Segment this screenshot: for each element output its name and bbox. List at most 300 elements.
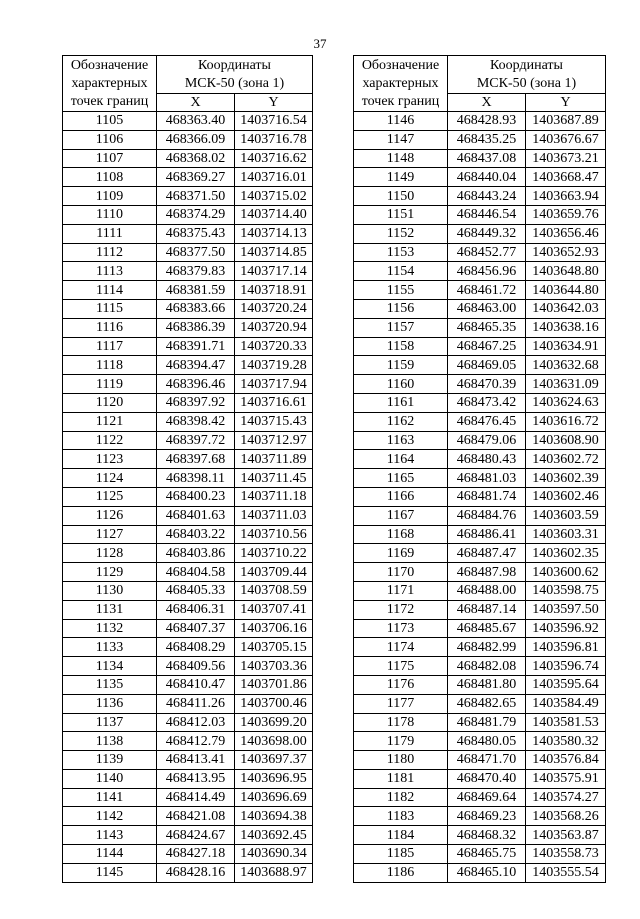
point-id-cell: 1157 xyxy=(354,318,448,337)
point-id-cell: 1182 xyxy=(354,788,448,807)
point-id-cell: 1184 xyxy=(354,826,448,845)
point-id-cell: 1136 xyxy=(63,694,157,713)
y-coordinate-cell: 1403696.69 xyxy=(235,788,313,807)
x-coordinate-cell: 468461.72 xyxy=(448,281,526,300)
table-row xyxy=(354,581,606,600)
point-id-cell: 1122 xyxy=(63,431,157,450)
table-row xyxy=(354,149,606,168)
point-id-cell: 1120 xyxy=(63,393,157,412)
x-coordinate-cell: 468410.47 xyxy=(157,675,235,694)
table-row xyxy=(354,224,606,243)
y-coordinate-cell: 1403688.97 xyxy=(235,863,313,882)
y-coordinate-cell: 1403574.27 xyxy=(526,788,606,807)
y-coordinate-cell: 1403715.43 xyxy=(235,412,313,431)
x-coordinate-cell: 468473.42 xyxy=(448,393,526,412)
table-row xyxy=(63,751,313,770)
x-coordinate-cell: 468397.72 xyxy=(157,431,235,450)
point-id-cell: 1144 xyxy=(63,845,157,864)
point-id-cell: 1165 xyxy=(354,469,448,488)
y-coordinate-cell: 1403602.46 xyxy=(526,487,606,506)
point-id-cell: 1185 xyxy=(354,845,448,864)
point-id-cell: 1127 xyxy=(63,525,157,544)
y-column-header: Y xyxy=(235,94,313,112)
point-label-line-2: характерных xyxy=(71,76,148,91)
x-coordinate-cell: 468405.33 xyxy=(157,581,235,600)
point-label-line-1: Обозначение xyxy=(361,58,440,73)
table-row xyxy=(63,657,313,676)
x-coordinate-cell: 468421.08 xyxy=(157,807,235,826)
y-coordinate-cell: 1403602.35 xyxy=(526,544,606,563)
x-coordinate-cell: 468476.45 xyxy=(448,412,526,431)
point-id-cell: 1114 xyxy=(63,281,157,300)
y-coordinate-cell: 1403632.68 xyxy=(526,356,606,375)
y-coordinate-cell: 1403642.03 xyxy=(526,299,606,318)
x-coordinate-cell: 468446.54 xyxy=(448,205,526,224)
table-row xyxy=(63,581,313,600)
y-coordinate-cell: 1403663.94 xyxy=(526,187,606,206)
point-id-cell: 1173 xyxy=(354,619,448,638)
x-coordinate-cell: 468379.83 xyxy=(157,262,235,281)
x-coordinate-cell: 468487.98 xyxy=(448,563,526,582)
y-coordinate-cell: 1403598.75 xyxy=(526,581,606,600)
y-coordinate-cell: 1403690.34 xyxy=(235,845,313,864)
x-coordinate-cell: 468403.22 xyxy=(157,525,235,544)
x-coordinate-cell: 468375.43 xyxy=(157,224,235,243)
x-coordinate-cell: 468469.64 xyxy=(448,788,526,807)
table-row xyxy=(63,112,313,131)
table-row xyxy=(354,675,606,694)
y-coordinate-cell: 1403596.81 xyxy=(526,638,606,657)
x-coordinate-cell: 468403.86 xyxy=(157,544,235,563)
point-id-cell: 1186 xyxy=(354,863,448,882)
y-coordinate-cell: 1403638.16 xyxy=(526,318,606,337)
x-coordinate-cell: 468443.24 xyxy=(448,187,526,206)
y-coordinate-cell: 1403581.53 xyxy=(526,713,606,732)
table-row xyxy=(63,863,313,882)
y-coordinate-cell: 1403576.84 xyxy=(526,751,606,770)
point-id-cell: 1118 xyxy=(63,356,157,375)
y-coordinate-cell: 1403716.01 xyxy=(235,168,313,187)
point-label-header xyxy=(63,56,157,112)
table-row xyxy=(354,788,606,807)
x-coordinate-cell: 468481.80 xyxy=(448,675,526,694)
point-id-cell: 1166 xyxy=(354,487,448,506)
x-coordinate-cell: 468400.23 xyxy=(157,487,235,506)
point-id-cell: 1117 xyxy=(63,337,157,356)
table-row xyxy=(354,299,606,318)
x-coordinate-cell: 468481.03 xyxy=(448,469,526,488)
coords-title-line-1: Координаты xyxy=(490,57,563,73)
x-coordinate-cell: 468480.05 xyxy=(448,732,526,751)
table-row xyxy=(63,845,313,864)
x-coordinate-cell: 468484.76 xyxy=(448,506,526,525)
y-coordinate-cell: 1403673.21 xyxy=(526,149,606,168)
point-label-line-1: Обозначение xyxy=(70,58,149,73)
x-coordinate-cell: 468386.39 xyxy=(157,318,235,337)
x-coordinate-cell: 468469.05 xyxy=(448,356,526,375)
table-row xyxy=(354,769,606,788)
table-row xyxy=(354,337,606,356)
y-coordinate-cell: 1403616.72 xyxy=(526,412,606,431)
x-column-header: X xyxy=(157,94,235,112)
x-coordinate-cell: 468394.47 xyxy=(157,356,235,375)
point-id-cell: 1109 xyxy=(63,187,157,206)
point-id-cell: 1115 xyxy=(63,299,157,318)
point-id-cell: 1158 xyxy=(354,337,448,356)
y-coordinate-cell: 1403717.94 xyxy=(235,375,313,394)
y-coordinate-cell: 1403648.80 xyxy=(526,262,606,281)
point-id-cell: 1150 xyxy=(354,187,448,206)
point-id-cell: 1108 xyxy=(63,168,157,187)
point-id-cell: 1151 xyxy=(354,205,448,224)
table-row xyxy=(63,713,313,732)
x-coordinate-cell: 468470.39 xyxy=(448,375,526,394)
x-coordinate-cell: 468398.42 xyxy=(157,412,235,431)
x-coordinate-cell: 468409.56 xyxy=(157,657,235,676)
y-coordinate-cell: 1403597.50 xyxy=(526,600,606,619)
x-coordinate-cell: 468482.08 xyxy=(448,657,526,676)
point-id-cell: 1140 xyxy=(63,769,157,788)
y-coordinate-cell: 1403568.26 xyxy=(526,807,606,826)
y-coordinate-cell: 1403717.14 xyxy=(235,262,313,281)
table-row xyxy=(63,356,313,375)
point-id-cell: 1174 xyxy=(354,638,448,657)
point-id-cell: 1153 xyxy=(354,243,448,262)
point-id-cell: 1139 xyxy=(63,751,157,770)
table-row xyxy=(354,713,606,732)
y-coordinate-cell: 1403714.13 xyxy=(235,224,313,243)
table-row xyxy=(63,299,313,318)
point-id-cell: 1176 xyxy=(354,675,448,694)
point-id-cell: 1167 xyxy=(354,506,448,525)
y-coordinate-cell: 1403710.22 xyxy=(235,544,313,563)
point-id-cell: 1116 xyxy=(63,318,157,337)
y-coordinate-cell: 1403687.89 xyxy=(526,112,606,131)
table-row xyxy=(63,262,313,281)
point-id-cell: 1128 xyxy=(63,544,157,563)
point-id-cell: 1177 xyxy=(354,694,448,713)
point-id-cell: 1134 xyxy=(63,657,157,676)
point-id-cell: 1132 xyxy=(63,619,157,638)
x-coordinate-cell: 468396.46 xyxy=(157,375,235,394)
point-id-cell: 1162 xyxy=(354,412,448,431)
point-id-cell: 1142 xyxy=(63,807,157,826)
y-coordinate-cell: 1403602.72 xyxy=(526,450,606,469)
table-row xyxy=(354,262,606,281)
x-coordinate-cell: 468481.74 xyxy=(448,487,526,506)
point-id-cell: 1137 xyxy=(63,713,157,732)
x-coordinate-cell: 468407.37 xyxy=(157,619,235,638)
point-id-cell: 1106 xyxy=(63,130,157,149)
y-coordinate-cell: 1403709.44 xyxy=(235,563,313,582)
x-coordinate-cell: 468404.58 xyxy=(157,563,235,582)
coords-header xyxy=(157,56,313,94)
y-coordinate-cell: 1403563.87 xyxy=(526,826,606,845)
x-coordinate-cell: 468428.93 xyxy=(448,112,526,131)
table-row xyxy=(63,187,313,206)
table-row xyxy=(354,826,606,845)
y-coordinate-cell: 1403575.91 xyxy=(526,769,606,788)
table-row xyxy=(63,168,313,187)
point-id-cell: 1180 xyxy=(354,751,448,770)
table-row xyxy=(354,431,606,450)
table-row xyxy=(354,638,606,657)
x-coordinate-cell: 468413.95 xyxy=(157,769,235,788)
x-coordinate-cell: 468391.71 xyxy=(157,337,235,356)
x-coordinate-cell: 468467.25 xyxy=(448,337,526,356)
table-row xyxy=(354,112,606,131)
point-id-cell: 1130 xyxy=(63,581,157,600)
x-coordinate-cell: 468465.10 xyxy=(448,863,526,882)
point-id-cell: 1164 xyxy=(354,450,448,469)
y-coordinate-cell: 1403676.67 xyxy=(526,130,606,149)
x-coordinate-cell: 468435.25 xyxy=(448,130,526,149)
point-id-cell: 1125 xyxy=(63,487,157,506)
table-row xyxy=(63,826,313,845)
table-row xyxy=(354,187,606,206)
table-row xyxy=(63,318,313,337)
x-coordinate-cell: 468469.23 xyxy=(448,807,526,826)
table-row xyxy=(63,450,313,469)
table-row xyxy=(63,431,313,450)
point-id-cell: 1111 xyxy=(63,224,157,243)
table-row xyxy=(63,412,313,431)
point-id-cell: 1156 xyxy=(354,299,448,318)
table-row xyxy=(354,544,606,563)
y-coordinate-cell: 1403652.93 xyxy=(526,243,606,262)
table-row xyxy=(63,619,313,638)
x-coordinate-cell: 468465.75 xyxy=(448,845,526,864)
y-coordinate-cell: 1403719.28 xyxy=(235,356,313,375)
table-row xyxy=(354,393,606,412)
table-row xyxy=(63,638,313,657)
y-coordinate-cell: 1403710.56 xyxy=(235,525,313,544)
y-coordinate-cell: 1403596.74 xyxy=(526,657,606,676)
x-coordinate-cell: 468397.68 xyxy=(157,450,235,469)
table-row xyxy=(354,694,606,713)
x-coordinate-cell: 468485.67 xyxy=(448,619,526,638)
y-coordinate-cell: 1403700.46 xyxy=(235,694,313,713)
x-coordinate-cell: 468471.70 xyxy=(448,751,526,770)
table-row xyxy=(354,600,606,619)
point-id-cell: 1107 xyxy=(63,149,157,168)
x-coordinate-cell: 468481.79 xyxy=(448,713,526,732)
point-id-cell: 1159 xyxy=(354,356,448,375)
point-id-cell: 1141 xyxy=(63,788,157,807)
table-row xyxy=(354,563,606,582)
coordinates-table-right xyxy=(353,55,606,883)
page-number: 37 xyxy=(313,36,327,51)
x-coordinate-cell: 468452.77 xyxy=(448,243,526,262)
y-coordinate-cell: 1403608.90 xyxy=(526,431,606,450)
point-id-cell: 1113 xyxy=(63,262,157,281)
point-id-cell: 1147 xyxy=(354,130,448,149)
point-label-line-3: точек границ xyxy=(361,94,440,109)
table-row xyxy=(63,224,313,243)
y-coordinate-cell: 1403711.18 xyxy=(235,487,313,506)
x-coordinate-cell: 468381.59 xyxy=(157,281,235,300)
x-coordinate-cell: 468369.27 xyxy=(157,168,235,187)
y-coordinate-cell: 1403668.47 xyxy=(526,168,606,187)
table-row xyxy=(63,769,313,788)
y-coordinate-cell: 1403555.54 xyxy=(526,863,606,882)
y-coordinate-cell: 1403595.64 xyxy=(526,675,606,694)
point-id-cell: 1160 xyxy=(354,375,448,394)
table-row xyxy=(63,807,313,826)
x-coordinate-cell: 468480.43 xyxy=(448,450,526,469)
x-coordinate-cell: 468363.40 xyxy=(157,112,235,131)
x-coordinate-cell: 468482.65 xyxy=(448,694,526,713)
y-coordinate-cell: 1403701.86 xyxy=(235,675,313,694)
point-id-cell: 1172 xyxy=(354,600,448,619)
point-label-header xyxy=(354,56,448,112)
y-coordinate-cell: 1403714.85 xyxy=(235,243,313,262)
coords-title-line-2: МСК-50 (зона 1) xyxy=(476,75,577,91)
x-coordinate-cell: 468463.00 xyxy=(448,299,526,318)
point-id-cell: 1155 xyxy=(354,281,448,300)
point-id-cell: 1161 xyxy=(354,393,448,412)
y-coordinate-cell: 1403603.31 xyxy=(526,525,606,544)
table-row xyxy=(63,205,313,224)
x-coordinate-cell: 468397.92 xyxy=(157,393,235,412)
point-id-cell: 1105 xyxy=(63,112,157,131)
y-coordinate-cell: 1403596.92 xyxy=(526,619,606,638)
x-coordinate-cell: 468406.31 xyxy=(157,600,235,619)
y-coordinate-cell: 1403711.89 xyxy=(235,450,313,469)
coordinates-table-left xyxy=(62,55,313,883)
table-row xyxy=(63,243,313,262)
x-coordinate-cell: 468487.14 xyxy=(448,600,526,619)
y-coordinate-cell: 1403624.63 xyxy=(526,393,606,412)
y-coordinate-cell: 1403711.03 xyxy=(235,506,313,525)
x-coordinate-cell: 468368.02 xyxy=(157,149,235,168)
x-coordinate-cell: 468374.29 xyxy=(157,205,235,224)
x-coordinate-cell: 468440.04 xyxy=(448,168,526,187)
y-column-header: Y xyxy=(526,94,606,112)
x-coordinate-cell: 468486.41 xyxy=(448,525,526,544)
y-coordinate-cell: 1403720.24 xyxy=(235,299,313,318)
table-row xyxy=(63,675,313,694)
point-id-cell: 1110 xyxy=(63,205,157,224)
x-coordinate-cell: 468482.99 xyxy=(448,638,526,657)
y-coordinate-cell: 1403694.38 xyxy=(235,807,313,826)
y-coordinate-cell: 1403706.16 xyxy=(235,619,313,638)
point-id-cell: 1138 xyxy=(63,732,157,751)
y-coordinate-cell: 1403600.62 xyxy=(526,563,606,582)
point-id-cell: 1149 xyxy=(354,168,448,187)
table-row xyxy=(63,694,313,713)
table-row xyxy=(354,356,606,375)
table-row xyxy=(354,525,606,544)
x-coordinate-cell: 468398.11 xyxy=(157,469,235,488)
y-coordinate-cell: 1403644.80 xyxy=(526,281,606,300)
y-coordinate-cell: 1403707.41 xyxy=(235,600,313,619)
table-row xyxy=(354,450,606,469)
x-coordinate-cell: 468412.03 xyxy=(157,713,235,732)
x-coordinate-cell: 468428.16 xyxy=(157,863,235,882)
x-coordinate-cell: 468470.40 xyxy=(448,769,526,788)
y-coordinate-cell: 1403716.62 xyxy=(235,149,313,168)
point-id-cell: 1145 xyxy=(63,863,157,882)
table-row xyxy=(354,506,606,525)
y-coordinate-cell: 1403712.97 xyxy=(235,431,313,450)
point-id-cell: 1126 xyxy=(63,506,157,525)
table-row xyxy=(63,600,313,619)
coords-title-line-2: МСК-50 (зона 1) xyxy=(184,75,285,91)
x-coordinate-cell: 468383.66 xyxy=(157,299,235,318)
point-id-cell: 1152 xyxy=(354,224,448,243)
table-row xyxy=(63,393,313,412)
coords-header xyxy=(448,56,606,94)
point-id-cell: 1163 xyxy=(354,431,448,450)
y-coordinate-cell: 1403699.20 xyxy=(235,713,313,732)
table-row xyxy=(354,469,606,488)
table-row xyxy=(354,845,606,864)
point-id-cell: 1170 xyxy=(354,563,448,582)
table-row xyxy=(63,130,313,149)
y-coordinate-cell: 1403708.59 xyxy=(235,581,313,600)
x-coordinate-cell: 468424.67 xyxy=(157,826,235,845)
table-row xyxy=(63,375,313,394)
table-row xyxy=(354,657,606,676)
point-id-cell: 1178 xyxy=(354,713,448,732)
table-row xyxy=(354,619,606,638)
y-coordinate-cell: 1403603.59 xyxy=(526,506,606,525)
y-coordinate-cell: 1403698.00 xyxy=(235,732,313,751)
x-coordinate-cell: 468371.50 xyxy=(157,187,235,206)
point-id-cell: 1183 xyxy=(354,807,448,826)
x-column-header: X xyxy=(448,94,526,112)
table-row xyxy=(63,525,313,544)
point-id-cell: 1129 xyxy=(63,563,157,582)
y-coordinate-cell: 1403634.91 xyxy=(526,337,606,356)
point-id-cell: 1131 xyxy=(63,600,157,619)
table-row xyxy=(354,168,606,187)
x-coordinate-cell: 468449.32 xyxy=(448,224,526,243)
table-row xyxy=(354,807,606,826)
table-row xyxy=(354,412,606,431)
y-coordinate-cell: 1403602.39 xyxy=(526,469,606,488)
x-coordinate-cell: 468411.26 xyxy=(157,694,235,713)
table-row xyxy=(63,469,313,488)
y-coordinate-cell: 1403656.46 xyxy=(526,224,606,243)
x-coordinate-cell: 468412.79 xyxy=(157,732,235,751)
y-coordinate-cell: 1403580.32 xyxy=(526,732,606,751)
y-coordinate-cell: 1403584.49 xyxy=(526,694,606,713)
coords-title-line-1: Координаты xyxy=(198,57,271,73)
point-id-cell: 1112 xyxy=(63,243,157,262)
table-row xyxy=(63,281,313,300)
x-coordinate-cell: 468479.06 xyxy=(448,431,526,450)
table-row xyxy=(63,544,313,563)
y-coordinate-cell: 1403716.78 xyxy=(235,130,313,149)
table-row xyxy=(63,788,313,807)
point-label-line-3: точек границ xyxy=(70,94,149,109)
y-coordinate-cell: 1403720.94 xyxy=(235,318,313,337)
y-coordinate-cell: 1403720.33 xyxy=(235,337,313,356)
y-coordinate-cell: 1403718.91 xyxy=(235,281,313,300)
point-id-cell: 1119 xyxy=(63,375,157,394)
point-id-cell: 1146 xyxy=(354,112,448,131)
point-id-cell: 1179 xyxy=(354,732,448,751)
point-id-cell: 1124 xyxy=(63,469,157,488)
x-coordinate-cell: 468456.96 xyxy=(448,262,526,281)
y-coordinate-cell: 1403714.40 xyxy=(235,205,313,224)
y-coordinate-cell: 1403716.61 xyxy=(235,393,313,412)
table-row xyxy=(63,149,313,168)
table-row xyxy=(63,487,313,506)
table-row xyxy=(354,318,606,337)
